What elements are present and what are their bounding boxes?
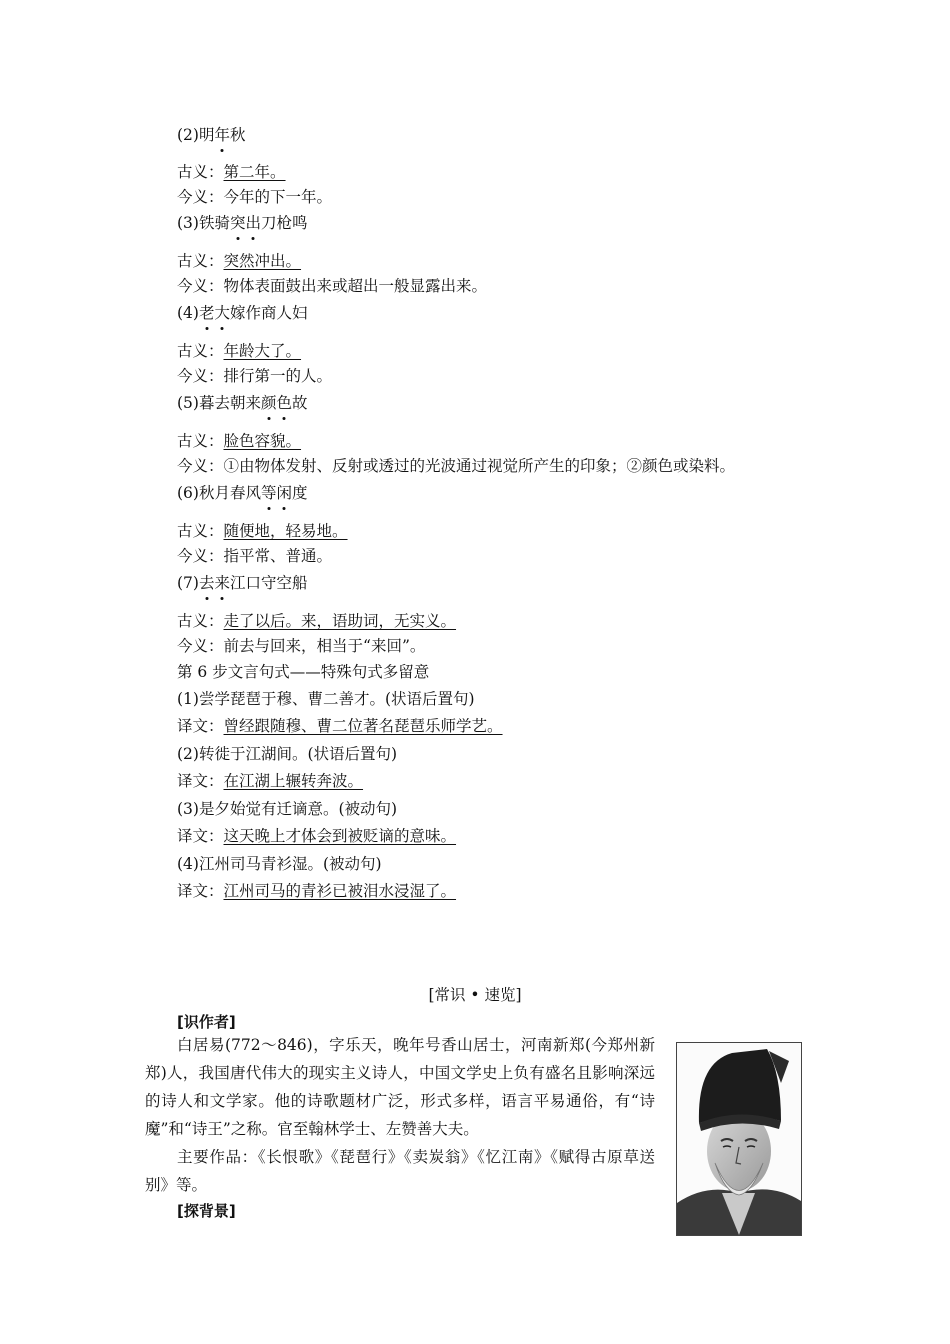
- entry-text-before: 明: [198, 126, 215, 144]
- ancient-meaning: [177, 610, 456, 632]
- translation-label: 译文：: [177, 717, 224, 735]
- entry-number: (4): [177, 304, 199, 322]
- entry-text-after: 故: [292, 394, 308, 412]
- emphasis-char: 老: [198, 304, 215, 322]
- modern-answer: 前去与回来，相当于“来回”。: [223, 637, 426, 655]
- works-paragraph: 主要作品：《长恨歌》《琵琶行》《卖炭翁》《忆江南》《赋得古原草送别》等。: [145, 1148, 655, 1194]
- entry-number: (2): [177, 126, 199, 144]
- translation-answer: 在江湖上辗转奔波。: [223, 772, 364, 790]
- entry-number: (5): [177, 394, 199, 412]
- emphasis-char: 等: [260, 484, 277, 502]
- emphasis-char: 出: [245, 214, 262, 232]
- entry-number: (7): [177, 574, 199, 592]
- modern-label: 今义：: [177, 637, 224, 655]
- modern-answer: ①由物体发射、反射或透过的光波通过视觉所产生的印象；②颜色或染料。: [223, 457, 736, 475]
- ancient-answer: 突然冲出。: [223, 252, 302, 270]
- word-entry-heading: [177, 572, 308, 594]
- ancient-answer: 年龄大了。: [223, 342, 302, 360]
- ancient-answer: 走了以后。来，语助词，无实义。: [223, 612, 457, 630]
- translation-answer: 曾经跟随穆、曹二位著名琵琶乐师学艺。: [223, 717, 503, 735]
- sentence-translation: [177, 880, 456, 902]
- sentence-item: (2)转徙于江湖间。(状语后置句): [177, 745, 398, 763]
- modern-answer: 排行第一的人。: [223, 367, 333, 385]
- entry-text-after: 秋: [230, 126, 246, 144]
- emphasis-char: 来: [214, 574, 230, 592]
- word-entry-heading: [177, 212, 308, 234]
- entry-text-before: 秋月春风: [198, 484, 261, 502]
- entry-text-after: 度: [292, 484, 308, 502]
- ancient-answer: 脸色容貌。: [223, 432, 302, 450]
- ancient-meaning: [177, 161, 286, 183]
- word-entry-heading: [177, 302, 308, 324]
- translation-answer: 江州司马的青衫已被泪水浸湿了。: [223, 882, 457, 900]
- ancient-label: 古义：: [177, 342, 224, 360]
- sentence-translation: [177, 770, 363, 792]
- ancient-meaning: [177, 250, 301, 272]
- sentence-translation: [177, 715, 503, 737]
- sentence-translation: [177, 825, 456, 847]
- translation-label: 译文：: [177, 882, 224, 900]
- translation-label: 译文：: [177, 827, 224, 845]
- emphasis-char: 颜: [260, 394, 277, 412]
- modern-meaning: [177, 275, 487, 297]
- emphasis-char: 大: [214, 304, 230, 322]
- entry-text-after: 嫁作商人妇: [230, 304, 308, 322]
- modern-meaning: [177, 186, 332, 208]
- emphasized-word: [230, 214, 261, 232]
- ancient-answer: 随便地，轻易地。: [223, 522, 348, 540]
- modern-meaning: [177, 635, 425, 657]
- modern-label: 今义：: [177, 277, 224, 295]
- entry-text-before: 铁骑: [198, 214, 230, 232]
- entry-text-before: 暮去朝来: [198, 394, 261, 412]
- translation-answer: 这天晚上才体会到被贬谪的意味。: [223, 827, 457, 845]
- emphasized-word: [199, 574, 230, 592]
- ancient-label: 古义：: [177, 612, 224, 630]
- modern-meaning: [177, 545, 332, 567]
- emphasized-word: [199, 304, 230, 322]
- entry-text-after: 刀枪鸣: [261, 214, 308, 232]
- sentence-item: (1)尝学琵琶于穆、曹二善才。(状语后置句): [177, 690, 475, 708]
- modern-meaning: [177, 365, 332, 387]
- emphasized-word: [261, 484, 292, 502]
- modern-answer: 指平常、普通。: [223, 547, 333, 565]
- modern-label: 今义：: [177, 188, 224, 206]
- modern-answer: 物体表面鼓出来或超出一般显露出来。: [223, 277, 488, 295]
- modern-label: 今义：: [177, 367, 224, 385]
- emphasis-char: 年: [214, 126, 230, 144]
- modern-meaning: [177, 455, 735, 477]
- emphasis-char: 突: [229, 214, 246, 232]
- emphasis-char: 闲: [276, 484, 293, 502]
- author-paragraph: 白居易(772～846)，字乐天，晚年号香山居士，河南新郑(今郑州新郑)人，我国唐代伟大的现实主义诗人，中国文学史上负有盛名且影响深远的诗人和文学家。他的诗歌题材广泛，形式多样，语言平易通俗，有“诗魔”和“诗王”之称。官至翰林学士、左赞善大夫。: [145, 1036, 655, 1138]
- emphasis-char: 去: [198, 574, 215, 592]
- modern-label: 今义：: [177, 457, 224, 475]
- author-portrait: [676, 1042, 802, 1236]
- author-label: [识作者]: [177, 1013, 236, 1031]
- entry-number: (3): [177, 214, 199, 232]
- ancient-meaning: [177, 430, 301, 452]
- translation-label: 译文：: [177, 772, 224, 790]
- emphasis-char: 色: [276, 394, 293, 412]
- ancient-meaning: [177, 520, 348, 542]
- word-entry-heading: [177, 392, 308, 414]
- emphasized-word: [261, 394, 292, 412]
- sentence-item: (4)江州司马青衫湿。(被动句): [177, 855, 382, 873]
- modern-answer: 今年的下一年。: [223, 188, 333, 206]
- background-label: [探背景]: [177, 1202, 236, 1220]
- ancient-label: 古义：: [177, 252, 224, 270]
- step6-title: 第 6 步文言句式——特殊句式多留意: [177, 663, 430, 681]
- emphasized-word: [214, 126, 230, 144]
- word-entry-heading: [177, 124, 246, 146]
- word-entry-heading: [177, 482, 308, 504]
- entry-number: (6): [177, 484, 199, 502]
- entry-text-after: 江口守空船: [230, 574, 308, 592]
- ancient-answer: 第二年。: [223, 163, 286, 181]
- ancient-meaning: [177, 340, 301, 362]
- modern-label: 今义：: [177, 547, 224, 565]
- ancient-label: 古义：: [177, 432, 224, 450]
- sentence-item: (3)是夕始觉有迁谪意。(被动句): [177, 800, 398, 818]
- ancient-label: 古义：: [177, 522, 224, 540]
- section-title: [常识 • 速览]: [428, 986, 522, 1004]
- ancient-label: 古义：: [177, 163, 224, 181]
